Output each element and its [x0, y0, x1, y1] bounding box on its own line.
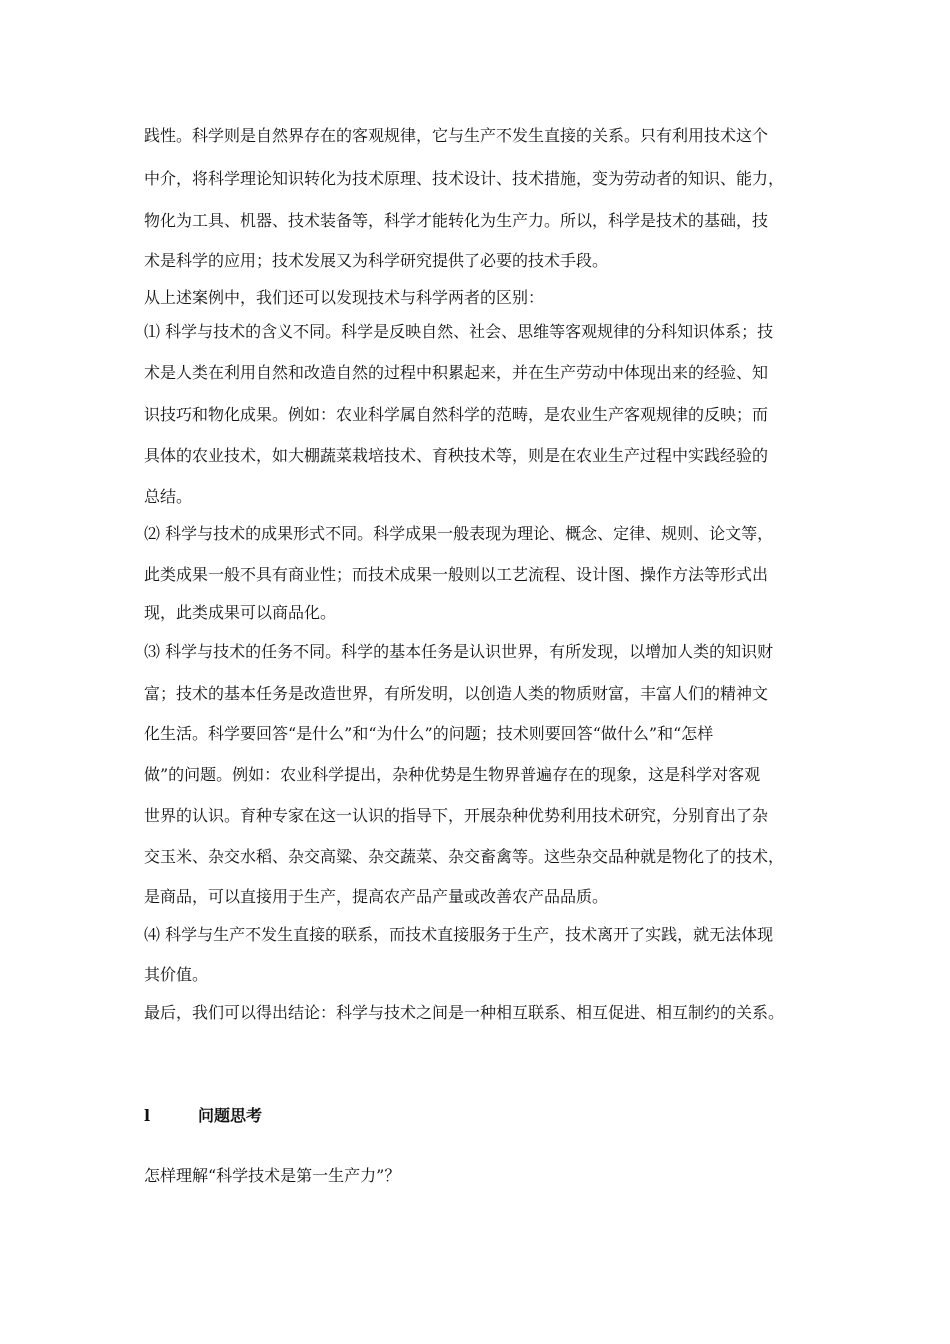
- body-line: 其价值。: [144, 965, 209, 984]
- body-line: 践性。科学则是自然界存在的客观规律，它与生产不发生直接的关系。只有利用技术这个: [144, 126, 769, 145]
- question-text: 怎样理解“科学技术是第一生产力”？: [144, 1166, 401, 1185]
- body-line: 术是人类在利用自然和改造自然的过程中积累起来，并在生产劳动中体现出来的经验、知: [144, 363, 769, 382]
- body-line: 识技巧和物化成果。例如：农业科学属自然科学的范畴，是农业生产客观规律的反映；而: [144, 405, 769, 424]
- body-line: 中介，将科学理论知识转化为技术原理、技术设计、技术措施，变为劳动者的知识、能力，: [144, 169, 785, 188]
- body-line: 现，此类成果可以商品化。: [144, 603, 337, 622]
- body-line: 物化为工具、机器、技术装备等，科学才能转化为生产力。所以，科学是技术的基础，技: [144, 211, 769, 230]
- body-line: 做”的问题。例如：农业科学提出，杂种优势是生物界普遍存在的现象，这是科学对客观: [144, 765, 761, 784]
- body-line: 此类成果一般不具有商业性；而技术成果一般则以工艺流程、设计图、操作方法等形式出: [144, 565, 769, 584]
- section-title: 问题思考: [198, 1106, 263, 1125]
- body-line: 最后，我们可以得出结论：科学与技术之间是一种相互联系、相互促进、相互制约的关系。: [144, 1003, 785, 1022]
- body-line: 化生活。科学要回答“是什么”和“为什么”的问题；技术则要回答“做什么”和“怎样: [144, 724, 714, 743]
- body-line: 术是科学的应用；技术发展又为科学研究提供了必要的技术手段。: [144, 251, 609, 270]
- body-line: 具体的农业技术，如大棚蔬菜栽培技术、育秧技术等，则是在农业生产过程中实践经验的: [144, 446, 769, 465]
- body-line: 总结。: [144, 487, 193, 506]
- body-line: ⑶ 科学与技术的任务不同。科学的基本任务是认识世界，有所发现，以增加人类的知识财: [144, 642, 774, 661]
- body-line: 富；技术的基本任务是改造世界，有所发明，以创造人类的物质财富，丰富人们的精神文: [144, 684, 769, 703]
- body-line: ⑵ 科学与技术的成果形式不同。科学成果一般表现为理论、概念、定律、规则、论文等，: [144, 524, 774, 543]
- body-line: 交玉米、杂交水稻、杂交高粱、杂交蔬菜、杂交畜禽等。这些杂交品种就是物化了的技术，: [144, 847, 785, 866]
- body-line: ⑷ 科学与生产不发生直接的联系，而技术直接服务于生产，技术离开了实践，就无法体现: [144, 925, 774, 944]
- body-line: 是商品，可以直接用于生产，提高农产品产量或改善农产品品质。: [144, 887, 609, 906]
- body-line: ⑴ 科学与技术的含义不同。科学是反映自然、社会、思维等客观规律的分科知识体系；技: [144, 322, 774, 341]
- section-marker: l: [144, 1106, 151, 1125]
- body-line: 从上述案例中，我们还可以发现技术与科学两者的区别：: [144, 288, 545, 307]
- body-line: 世界的认识。育种专家在这一认识的指导下，开展杂种优势利用技术研究，分别育出了杂: [144, 806, 769, 825]
